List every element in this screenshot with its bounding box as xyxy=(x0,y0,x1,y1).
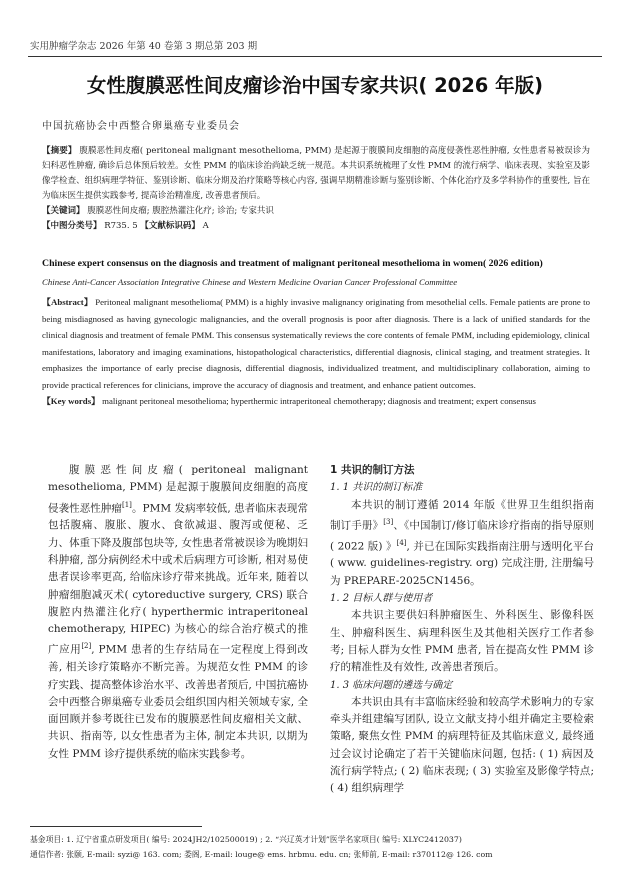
journal-header: 实用肿瘤学杂志 2026 年第 40 卷第 3 期总第 203 期 xyxy=(30,41,258,52)
cn-keywords xyxy=(42,204,590,219)
corresponding-authors: 通信作者: 张颐, E-mail: syzi@ 163. com; 娄阁, E-mail: louge@ ems. hrbmu. edu. cn; 张师前, E-mail: r370112@ 126. com xyxy=(30,850,493,859)
p11-text-3: , 并已在国际实践指南注册与透明化平台( www. guidelines-registry. org) 完成注册, 注册编号为 PREPARE-2025CN1456。 xyxy=(330,540,594,587)
cn-abstract-text: 腹膜恶性间皮瘤( peritoneal malignant mesothelioma, PMM) 是起源于腹膜间皮细胞的高度侵袭性恶性肿瘤, 女性患者易被误诊为妇科恶性肿瘤, 确诊后总体预后较差。女性 PMM 的临床诊治尚缺乏统一规范。本共识系统梳理了女性 PMM 的流行病学、临床表现、实验室及影像学检查、组织病理学特征、鉴别诊断、临床分期及治疗策略等核心内容, 强调早期精准诊断与鉴别诊断、个体化治疗及多学科协作的重要性, 旨在为临床医生提供实践参考, 提高诊治精准度, 改善患者预后。 xyxy=(42,146,590,201)
class-label: 【中图分类号】 xyxy=(42,221,102,231)
cn-classification xyxy=(42,219,590,234)
paper-title: 女性腹膜恶性间皮瘤诊治中国专家共识( 2026 年版) xyxy=(86,74,544,97)
doc-label: 【文献标识码】 xyxy=(140,221,200,231)
intro-text-3: , PMM 患者的生存结局在一定程度上得到改善, 相关诊疗策略亦不断完善。为规范女性 PMM 的诊疗实践、提高整体诊治水平、改善患者预后, 中国抗癌协会中西整合卵巢癌专业委员会组织国内相关领域专家, 全面回顾并参考既往已发布的腹膜恶性间皮瘤相关文献、共识、指南等, 以女性患者为主体, 制定本共识, 以期为女性 PMM 诊疗提供系统的临床实践参考。 xyxy=(48,643,309,760)
class-value: R735. 5 xyxy=(101,221,141,231)
section-heading-1: 1 共识的制订方法 xyxy=(330,464,415,476)
en-abstract-paragraph xyxy=(42,294,590,393)
paragraph-1-3: 本共识由具有丰富临床经验和较高学术影响力的专家牵头并组建编写团队, 设立文献支持小组并确定主要检索策略, 聚焦女性 PMM 的病理特征及其临床意义, 最终通过会议讨论确定了若干关键临床问题, 包括: ( 1) 病因及流行病学特点; ( 2) 临床表现; ( 3) 实验室及影像学特点; ( 4) 组织病理学 xyxy=(330,695,594,795)
en-keywords-text: malignant peritoneal mesothelioma; hyperthermic intraperitoneal chemotherapy; diagnosis and treatment; expert consensus xyxy=(99,396,536,406)
footnote xyxy=(30,832,600,862)
intro-paragraph xyxy=(48,462,308,763)
header-rule xyxy=(28,56,602,57)
english-title: Chinese expert consensus on the diagnosis and treatment of malignant peritoneal mesothelioma in women( 2026 edition) xyxy=(42,258,543,269)
footnote-rule xyxy=(30,826,202,827)
en-abstract-label: 【Abstract】 xyxy=(42,297,93,307)
citation-2[interactable]: [2] xyxy=(81,642,92,651)
authors: 中国抗癌协会中西整合卵巢癌专业委员会 xyxy=(42,121,240,132)
cn-keywords-text: 腹膜恶性间皮瘤; 腹腔热灌注化疗; 诊治; 专家共识 xyxy=(84,206,274,216)
citation-3[interactable]: [3] xyxy=(383,517,394,526)
funding-note: 基金项目: 1. 辽宁省重点研发项目( 编号: 2024JH2/102500019) ; 2. “兴辽英才计划”医学名家项目( 编号: XLYC2412037) xyxy=(30,835,462,844)
body-right-column xyxy=(330,462,594,798)
doc-value: A xyxy=(199,221,209,231)
english-authors: Chinese Anti-Cancer Association Integrative Chinese and Western Medicine Ovarian Cancer Professional Committee xyxy=(42,277,458,287)
cn-keywords-label: 【关键词】 xyxy=(42,206,85,216)
subsection-heading-1-1: 1. 1 共识的制订标准 xyxy=(330,482,423,494)
paragraph-1-2: 本共识主要供妇科肿瘤医生、外科医生、影像科医生、肿瘤科医生、病理科医生及其他相关医疗工作者参考; 目标人群为女性 PMM 患者, 旨在提高女性 PMM 诊疗的精准性及有效性, 改善患者预后。 xyxy=(330,609,594,674)
body-left-column xyxy=(48,462,308,763)
paragraph-1-1 xyxy=(330,497,594,590)
subsection-heading-1-2: 1. 2 目标人群与使用者 xyxy=(330,593,433,605)
p11-text-1: 本共识的制订遵循 2014 年版《世界卫生组织指南制订手册》 xyxy=(330,498,594,532)
intro-text-2: 。PMM 发病率较低, 患者临床表现常包括腹痛、腹胀、腹水、食欲减退、腹泻或便秘、乏力、体重下降及腹部包块等, 女性患者常被误诊为晚期妇科肿瘤, 部分病例经术中或术后病理方可诊断, 相对易使患者误诊率更高, 给临床诊疗带来挑战。近年来, 随着以肿瘤细胞减灭术( cytoreductive surgery, CRS) 联合腹腔内热灌注化疗( hyperthermic intraperitoneal chemotherapy, HIPEC) 为核心的综合治疗模式的推广应用 xyxy=(48,502,308,656)
chinese-abstract xyxy=(42,144,590,234)
subsection-heading-1-3: 1. 3 临床问题的遴选与确定 xyxy=(330,679,453,691)
english-abstract xyxy=(42,294,590,410)
p11-text-2: 、《中国制订/修订临床诊疗指南的指导原则( 2022 版) 》 xyxy=(330,519,594,553)
en-keywords-label: 【Key words】 xyxy=(42,396,100,406)
en-abstract-text: Peritoneal malignant mesothelioma( PMM) is a highly invasive malignancy originating from mesothelial cells. Female patients are prone to being misdiagnosed as having gynecologic malignancies, and the overall prognosis is poor after diagnosis. There is a lack of unified standards for the clinical diagnosis and treatment of female PMM. This consensus systematically reviews the core contents of female PMM, including epidemiology, clinical manifestations, laboratory and imaging examinations, histopathological characteristics, differential diagnosis, clinical staging, and treatment strategies. It emphasizes the importance of early precise diagnosis, differential diagnosis, individualized treatment, and multidisciplinary collaboration, aiming to provide practical references for clinicians, improve the accuracy of diagnosis and treatment, and enhance patient outcomes. xyxy=(42,297,590,390)
citation-1[interactable]: [1] xyxy=(121,500,132,509)
intro-text-1: 腹膜恶性间皮瘤( peritoneal malignant mesothelioma, PMM) 是起源于腹膜间皮细胞的高度侵袭性恶性肿瘤 xyxy=(48,464,308,515)
en-keywords xyxy=(42,393,590,410)
cn-abstract-paragraph xyxy=(42,144,590,204)
cn-abstract-label: 【摘要】 xyxy=(42,146,77,156)
citation-4[interactable]: [4] xyxy=(396,538,407,547)
